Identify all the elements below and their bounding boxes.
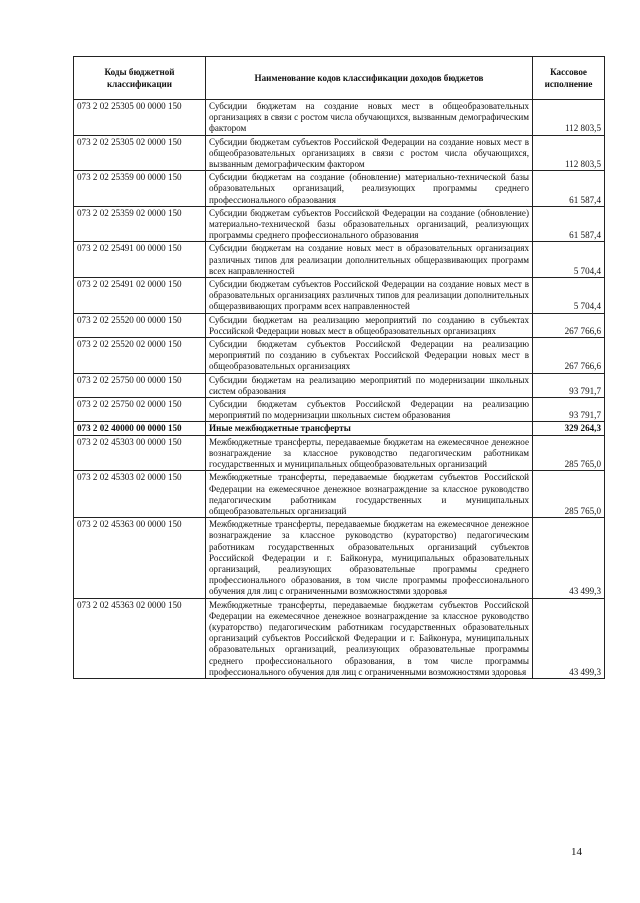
cell-name: Субсидии бюджетам на создание (обновление) материально-технической базы образовательных организаций, реализующих программы среднего профессионального образования xyxy=(206,171,533,207)
cell-amount: 5 704,4 xyxy=(533,242,605,278)
page-number: 14 xyxy=(571,846,582,858)
cell-code: 073 2 02 25491 00 0000 150 xyxy=(74,242,206,278)
cell-name: Иные межбюджетные трансферты xyxy=(206,422,533,435)
table-row xyxy=(74,518,605,598)
cell-name: Субсидии бюджетам субъектов Российской Федерации на создание новых мест в общеобразовательных организациях в связи с ростом числа обучающихся, вызванным демографическим фактором xyxy=(206,135,533,171)
cell-amount: 43 499,3 xyxy=(533,598,605,678)
cell-name: Межбюджетные трансферты, передаваемые бюджетам на ежемесячное денежное вознаграждение за классное руководство (кураторство) педагогическим работникам государственных образовательных организаций субъектов Российской Федерации и г. Байконура, муниципальных образовательных организаций, реализующих образовательные программы среднего профессионального образования, в том числе программы профессионального обучения для лиц с ограниченными возможностями здоровья xyxy=(206,518,533,598)
table-row xyxy=(74,471,605,518)
cell-code: 073 2 02 25750 02 0000 150 xyxy=(74,398,206,422)
table-row xyxy=(74,398,605,422)
cell-code: 073 2 02 40000 00 0000 150 xyxy=(74,422,206,435)
table-row xyxy=(74,278,605,314)
table-row xyxy=(74,422,605,435)
table-row xyxy=(74,242,605,278)
cell-amount: 61 587,4 xyxy=(533,171,605,207)
cell-amount: 267 766,6 xyxy=(533,313,605,337)
table-row xyxy=(74,598,605,678)
table-row xyxy=(74,313,605,337)
cell-amount: 112 803,5 xyxy=(533,100,605,136)
cell-name: Межбюджетные трансферты, передаваемые бюджетам на ежемесячное денежное вознаграждение за классное руководство педагогическим работникам государственных и муниципальных общеобразовательных организаций xyxy=(206,435,533,471)
cell-code: 073 2 02 25359 00 0000 150 xyxy=(74,171,206,207)
table-row xyxy=(74,206,605,242)
cell-code: 073 2 02 45363 00 0000 150 xyxy=(74,518,206,598)
budget-revenue-table xyxy=(73,56,605,679)
table-row xyxy=(74,171,605,207)
cell-name: Субсидии бюджетам субъектов Российской Федерации на реализацию мероприятий по созданию в субъектах Российской Федерации новых мест в общеобразовательных организациях xyxy=(206,338,533,374)
cell-name: Субсидии бюджетам на реализацию мероприятий по созданию в субъектах Российской Федерации новых мест в общеобразовательных организациях xyxy=(206,313,533,337)
cell-code: 073 2 02 25359 02 0000 150 xyxy=(74,206,206,242)
cell-code: 073 2 02 25305 00 0000 150 xyxy=(74,100,206,136)
table-body xyxy=(74,100,605,679)
header-amount: Кассовое исполнение xyxy=(533,57,605,100)
table-row xyxy=(74,135,605,171)
cell-amount: 285 765,0 xyxy=(533,435,605,471)
cell-name: Субсидии бюджетам субъектов Российской Федерации на создание (обновление) материально-технической базы образовательных организаций, реализующих программы среднего профессионального образования xyxy=(206,206,533,242)
cell-amount: 61 587,4 xyxy=(533,206,605,242)
cell-code: 073 2 02 25520 00 0000 150 xyxy=(74,313,206,337)
header-name: Наименование кодов классификации доходов бюджетов xyxy=(206,57,533,100)
cell-code: 073 2 02 45303 02 0000 150 xyxy=(74,471,206,518)
table-row xyxy=(74,338,605,374)
cell-name: Субсидии бюджетам на создание новых мест в образовательных организациях различных типов для реализации дополнительных общеразвивающих программ всех направленностей xyxy=(206,242,533,278)
cell-amount: 267 766,6 xyxy=(533,338,605,374)
cell-amount: 5 704,4 xyxy=(533,278,605,314)
header-code: Коды бюджетной классификации xyxy=(74,57,206,100)
cell-code: 073 2 02 25491 02 0000 150 xyxy=(74,278,206,314)
cell-code: 073 2 02 25750 00 0000 150 xyxy=(74,373,206,397)
cell-code: 073 2 02 25520 02 0000 150 xyxy=(74,338,206,374)
cell-name: Межбюджетные трансферты, передаваемые бюджетам субъектов Российской Федерации на ежемесячное денежное вознаграждение за классное руководство (кураторство) педагогическим работникам государственных образовательных организаций субъектов Российской Федерации и г. Байконура, муниципальных образовательных организаций, реализующих образовательные программы среднего профессионального образования, в том числе программы профессионального обучения для лиц с ограниченными возможностями здоровья xyxy=(206,598,533,678)
cell-amount: 112 803,5 xyxy=(533,135,605,171)
cell-name: Межбюджетные трансферты, передаваемые бюджетам субъектов Российской Федерации на ежемесячное денежное вознаграждение за классное руководство педагогическим работникам государственных и муниципальных общеобразовательных организаций xyxy=(206,471,533,518)
table-row xyxy=(74,435,605,471)
cell-code: 073 2 02 45363 02 0000 150 xyxy=(74,598,206,678)
cell-name: Субсидии бюджетам субъектов Российской Федерации на реализацию мероприятий по модернизации школьных систем образования xyxy=(206,398,533,422)
table-row xyxy=(74,100,605,136)
cell-amount: 93 791,7 xyxy=(533,398,605,422)
cell-name: Субсидии бюджетам субъектов Российской Федерации на создание новых мест в образовательных организациях различных типов для реализации дополнительных общеразвивающих программ всех направленностей xyxy=(206,278,533,314)
cell-code: 073 2 02 45303 00 0000 150 xyxy=(74,435,206,471)
cell-amount: 329 264,3 xyxy=(533,422,605,435)
cell-name: Субсидии бюджетам на реализацию мероприятий по модернизации школьных систем образования xyxy=(206,373,533,397)
cell-amount: 43 499,3 xyxy=(533,518,605,598)
cell-amount: 93 791,7 xyxy=(533,373,605,397)
table-header-row xyxy=(74,57,605,100)
cell-name: Субсидии бюджетам на создание новых мест в общеобразовательных организациях в связи с ростом числа обучающихся, вызванным демографическим фактором xyxy=(206,100,533,136)
cell-code: 073 2 02 25305 02 0000 150 xyxy=(74,135,206,171)
table-row xyxy=(74,373,605,397)
cell-amount: 285 765,0 xyxy=(533,471,605,518)
